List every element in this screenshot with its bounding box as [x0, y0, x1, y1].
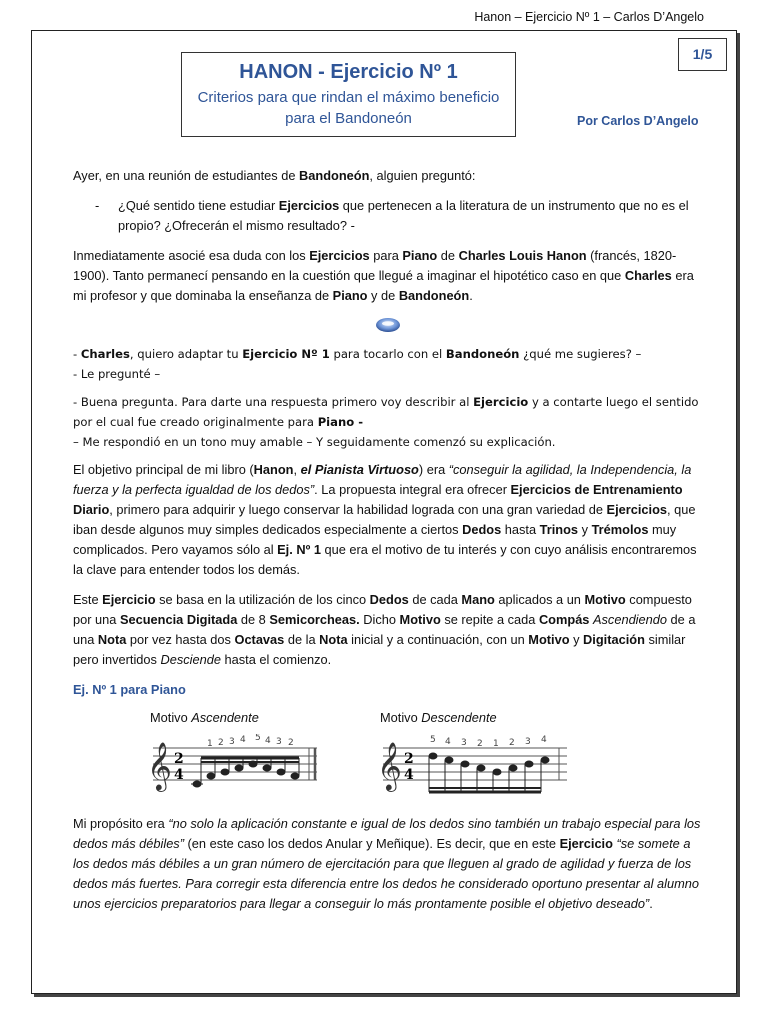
- text: y de: [367, 288, 399, 303]
- text: .: [469, 288, 473, 303]
- bold-text: Trémolos: [591, 522, 649, 537]
- section-heading: Ej. Nº 1 para Piano: [73, 682, 186, 697]
- italic-quote: “conseguir la agilidad, la Independencia, la fuerza y la perfecta igualdad de los dedos”: [73, 462, 692, 497]
- descending-fingering: [430, 735, 547, 749]
- ascending-fingering: [207, 734, 294, 749]
- finger-number: 2: [218, 738, 224, 748]
- bold-text: Ejercicio: [559, 836, 613, 851]
- finger-number: 1: [207, 739, 213, 749]
- text: compuesto por una: [73, 592, 692, 627]
- finger-number: 4: [541, 735, 547, 745]
- text: y a contarte luego el sentido por el cual fue creado originalmente para: [73, 395, 699, 429]
- page-number-box: 1/5: [678, 38, 727, 71]
- finger-number: 3: [525, 737, 531, 747]
- text: Inmediatamente asocié esa duda con los: [73, 248, 310, 263]
- italic-text: Ascendiendo: [593, 612, 667, 627]
- text: de: [437, 248, 459, 263]
- finger-number: 5: [255, 734, 261, 743]
- bold-text: Bandoneón: [398, 288, 470, 303]
- paragraph-1: [73, 246, 703, 306]
- music-examples: [73, 708, 703, 804]
- text: . La propuesta integral era ofrecer: [314, 482, 511, 497]
- bold-text: Motivo: [528, 632, 570, 647]
- italic-quote: “se somete a los dedos más débiles a un gran número de ejercitación para que lleguen al grado de agilidad y fuerza de los dedos más fuertes. Para corregir esta diferencia entre los dedos he considerado oportuno presentar al alumno unos ejercicios preparatorios para llegar a conseguir lo más prontamente posible el objetivo deseado”: [73, 836, 699, 911]
- finger-number: 4: [240, 735, 246, 745]
- text: (en este caso los dedos Anular y Meñique). Es decir, que en este: [183, 836, 560, 851]
- dialog-tag: - Le pregunté –: [73, 367, 161, 381]
- text: se repite a cada: [440, 612, 539, 627]
- text: de 8: [237, 612, 270, 627]
- bold-text: Piano: [332, 288, 368, 303]
- italic-text: Descendente: [421, 710, 497, 725]
- bold-text: Charles: [80, 347, 130, 361]
- title-box: [181, 52, 516, 137]
- bold-text: Dedos: [369, 592, 409, 607]
- ellipse-ornament-icon: [374, 316, 402, 334]
- text: .: [649, 896, 653, 911]
- finger-number: 2: [509, 738, 515, 748]
- bold-text: Charles: [624, 268, 672, 283]
- text: que pertenecen a la literatura de un instrumento que no es el propio? ¿Ofrecerán el mismo resultado? -: [118, 198, 689, 233]
- finger-number: 3: [229, 737, 235, 747]
- bold-text: Nota: [97, 632, 127, 647]
- descending-staff: [375, 734, 575, 804]
- bullet-dash: -: [95, 198, 100, 213]
- bold-text: Ejercicio: [102, 592, 156, 607]
- text: y: [578, 522, 592, 537]
- intro-paragraph: [73, 166, 703, 186]
- text: Este: [73, 592, 103, 607]
- bold-text: Hanon: [253, 462, 294, 477]
- bold-text: Ejercicio: [473, 395, 529, 409]
- finger-number: 2: [477, 739, 483, 749]
- text: inicial y a continuación, con un: [347, 632, 529, 647]
- time-sig-bottom: 4: [404, 767, 414, 783]
- bold-text: Bandoneón: [299, 168, 370, 183]
- bold-text: Piano -: [317, 415, 364, 429]
- subtitle-line-1: Criterios para que rindan el máximo beneficio: [197, 89, 500, 106]
- finger-number: 3: [276, 737, 282, 747]
- time-sig-top: 2: [404, 751, 414, 767]
- author-byline: Por Carlos D’Angelo: [577, 114, 699, 128]
- text: (francés, 1820-1900). Tanto permanecí pensando en la cuestión que llegué a imaginar el hipotético caso en que: [73, 248, 677, 283]
- paragraph-4: [73, 814, 703, 914]
- text: que era el motivo de tu interés y con cuyo análisis encontraremos la clave para entender todos los demás.: [73, 542, 697, 577]
- bold-italic-text: el Pianista Virtuoso: [300, 462, 419, 477]
- finger-number: 4: [445, 737, 451, 747]
- bold-text: Secuencia Digitada: [119, 612, 238, 627]
- text: de a una: [73, 612, 696, 647]
- running-header: Hanon – Ejercicio Nº 1 – Carlos D’Angelo: [474, 10, 704, 24]
- finger-number: 4: [265, 736, 271, 746]
- document-title: HANON - Ejercicio Nº 1: [239, 61, 458, 83]
- bold-text: Trinos: [539, 522, 579, 537]
- bold-text: Ejercicios: [309, 248, 370, 263]
- text: , alguien preguntó:: [369, 168, 476, 183]
- text: por vez hasta dos: [126, 632, 235, 647]
- dialog-tag: – Me respondió en un tono muy amable – Y seguidamente comenzó su explicación.: [73, 435, 556, 449]
- treble-clef-icon: 𝄞: [377, 741, 402, 790]
- text: , primero para adquirir y luego conservar la habilidad lograda con una gran variedad de: [109, 502, 607, 517]
- finger-number: 2: [288, 738, 294, 748]
- text: de la: [284, 632, 320, 647]
- bold-text: Charles Louis Hanon: [458, 248, 587, 263]
- subtitle: [182, 87, 515, 129]
- bold-text: Ejercicios: [278, 198, 340, 213]
- bold-text: Motivo: [399, 612, 441, 627]
- text: para: [369, 248, 403, 263]
- italic-quote: “no solo la aplicación constante e igual de los dedos sino también un trabajo especial para los dedos más débiles”: [73, 816, 701, 851]
- text: , que iban desde algunos muy simples dedicados especialmente a ciertos: [73, 502, 696, 537]
- bold-text: Ejercicios: [606, 502, 667, 517]
- ascending-staff: [145, 734, 325, 804]
- paragraph-2: [73, 460, 703, 580]
- bold-text: Semicorcheas.: [269, 612, 360, 627]
- body-content: [73, 166, 703, 924]
- text: se basa en la utilización de los cinco: [155, 592, 370, 607]
- bold-text: Dedos: [462, 522, 502, 537]
- text: muy complicados. Pero vayamos sólo al: [73, 522, 677, 557]
- text: ¿qué me sugieres? –: [519, 347, 642, 361]
- dialog-answer: [73, 392, 703, 452]
- text: y: [569, 632, 584, 647]
- dialog-block: [73, 344, 703, 452]
- question-bullet: [73, 196, 703, 236]
- text: era mi profesor y que dominaba la enseñanza de: [73, 268, 694, 303]
- text: ¿Qué sentido tiene estudiar: [118, 198, 279, 213]
- time-sig-bottom: 4: [174, 767, 184, 783]
- finger-number: 1: [493, 739, 499, 749]
- bold-text: Nota: [319, 632, 348, 647]
- bold-text: Piano: [402, 248, 438, 263]
- time-sig-top: 2: [174, 751, 184, 767]
- bold-text: Ejercicio Nº 1: [242, 347, 330, 361]
- bold-text: Octavas: [234, 632, 285, 647]
- text: -: [73, 347, 81, 361]
- bold-text: Mano: [461, 592, 495, 607]
- text: aplicados a un: [494, 592, 585, 607]
- bold-text: Ejercicios de Entrenamiento Diario: [73, 482, 683, 517]
- text: Dicho: [359, 612, 400, 627]
- descending-label: [380, 708, 497, 728]
- dialog-question: [73, 344, 703, 384]
- italic-text: Ascendente: [191, 710, 259, 725]
- divider-ornament: [73, 316, 703, 338]
- text: ) era: [418, 462, 449, 477]
- text: hasta el comienzo.: [220, 652, 332, 667]
- text: - Buena pregunta. Para darte una respuesta primero voy describir al: [73, 395, 474, 409]
- text: Motivo: [150, 710, 192, 725]
- text: Motivo: [380, 710, 422, 725]
- text: Mi propósito era: [73, 816, 169, 831]
- bold-text: Compás: [538, 612, 590, 627]
- treble-clef-icon: 𝄞: [147, 741, 172, 790]
- italic-text: Desciende: [160, 652, 221, 667]
- bold-text: Motivo: [584, 592, 626, 607]
- question-text: [118, 196, 703, 236]
- finger-number: 3: [461, 738, 467, 748]
- paragraph-3: [73, 590, 703, 670]
- text: ,: [293, 462, 301, 477]
- text: de cada: [408, 592, 462, 607]
- ascending-label: [150, 708, 259, 728]
- text: El objetivo principal de mi libro (: [73, 462, 254, 477]
- subtitle-line-2: para el Bandoneón: [285, 110, 412, 127]
- bold-text: Ej. Nº 1: [277, 542, 321, 557]
- text: Ayer, en una reunión de estudiantes de: [73, 168, 300, 183]
- text: , quiero adaptar tu: [129, 347, 243, 361]
- finger-number: 5: [430, 735, 436, 745]
- bold-text: Bandoneón: [445, 347, 520, 361]
- text: similar pero invertidos: [73, 632, 686, 667]
- text: para tocarlo con el: [329, 347, 446, 361]
- bold-text: Digitación: [583, 632, 645, 647]
- text: hasta: [501, 522, 540, 537]
